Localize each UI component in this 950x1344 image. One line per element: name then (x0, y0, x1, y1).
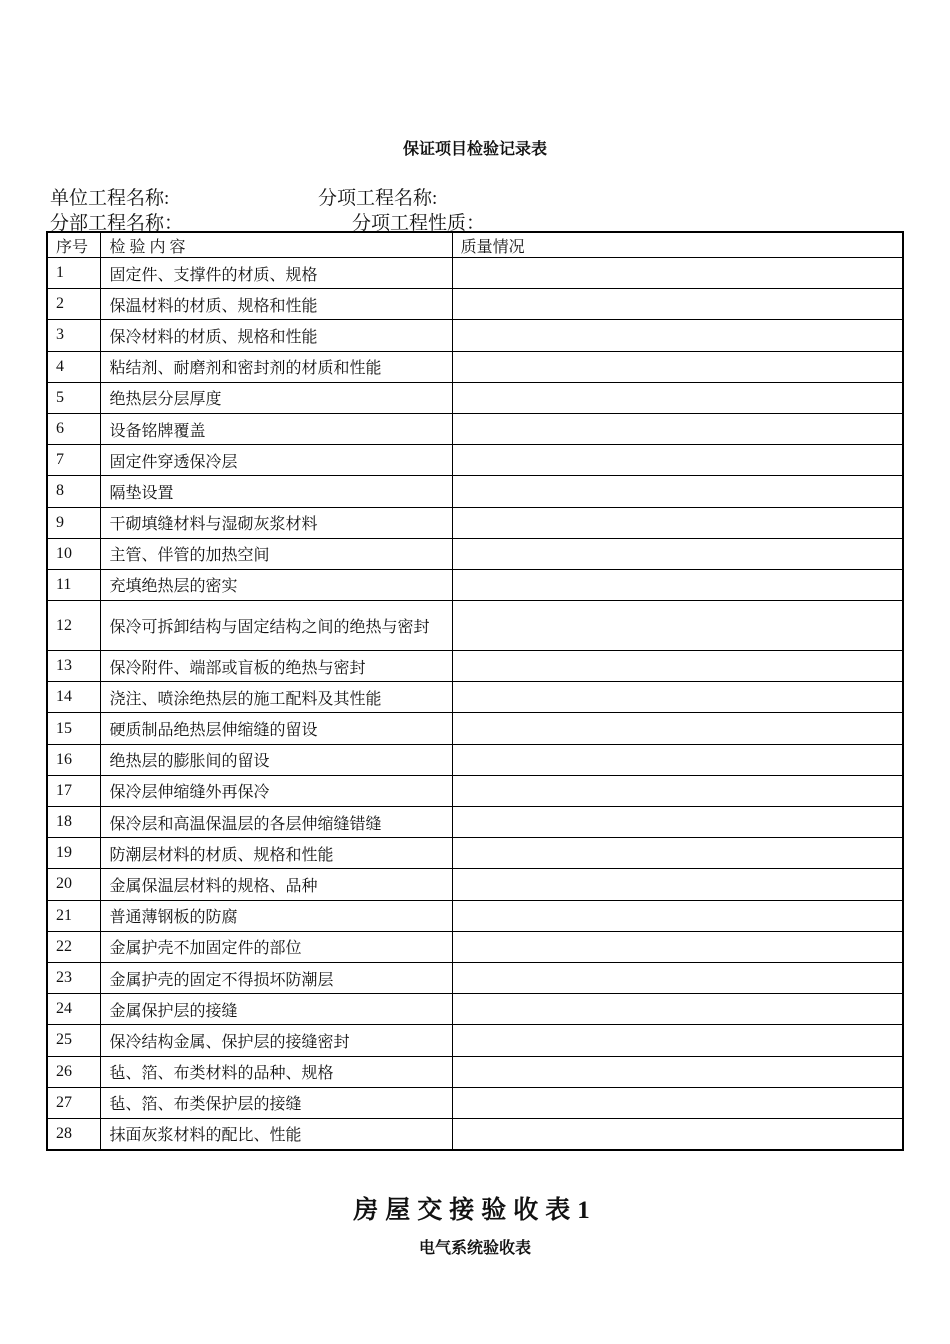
row-number: 4 (47, 351, 101, 382)
row-number: 18 (47, 807, 101, 838)
inspection-table (46, 231, 904, 1151)
inspection-item: 保冷层伸缩缝外再保冷 (101, 775, 452, 806)
row-number: 17 (47, 775, 101, 806)
table-header-row (47, 232, 903, 258)
row-number: 6 (47, 413, 101, 444)
quality-cell[interactable] (452, 445, 903, 476)
quality-cell[interactable] (452, 289, 903, 320)
quality-cell[interactable] (452, 962, 903, 993)
inspection-item: 固定件穿透保冷层 (101, 445, 452, 476)
inspection-item: 绝热层分层厚度 (101, 382, 452, 413)
row-number: 22 (47, 931, 101, 962)
section-subtitle: 电气系统验收表 (418, 1238, 531, 1257)
quality-cell[interactable] (452, 775, 903, 806)
table-row (47, 713, 903, 744)
quality-cell[interactable] (452, 1025, 903, 1056)
quality-cell[interactable] (452, 507, 903, 538)
table-row (47, 413, 903, 444)
row-number: 7 (47, 445, 101, 476)
quality-cell[interactable] (452, 931, 903, 962)
row-number: 23 (47, 962, 101, 993)
table-row (47, 994, 903, 1025)
inspection-item: 金属保温层材料的规格、品种 (101, 869, 452, 900)
row-number: 13 (47, 651, 101, 682)
header-content: 检 验 内 容 (101, 232, 452, 258)
inspection-item: 隔垫设置 (101, 476, 452, 507)
quality-cell[interactable] (452, 1118, 903, 1150)
inspection-item: 抹面灰浆材料的配比、性能 (101, 1118, 452, 1150)
row-number: 3 (47, 320, 101, 351)
quality-cell[interactable] (452, 838, 903, 869)
table-row (47, 838, 903, 869)
quality-cell[interactable] (452, 807, 903, 838)
table-row (47, 476, 903, 507)
quality-cell[interactable] (452, 538, 903, 569)
table-row (47, 538, 903, 569)
row-number: 5 (47, 382, 101, 413)
row-number: 11 (47, 569, 101, 600)
quality-cell[interactable] (452, 601, 903, 651)
quality-cell[interactable] (452, 713, 903, 744)
quality-cell[interactable] (452, 320, 903, 351)
section-title: 房屋交接验收表1 (353, 1197, 597, 1224)
table-row (47, 869, 903, 900)
table-row (47, 445, 903, 476)
quality-cell[interactable] (452, 476, 903, 507)
table-row (47, 258, 903, 289)
quality-cell[interactable] (452, 651, 903, 682)
inspection-item: 保温材料的材质、规格和性能 (101, 289, 452, 320)
table-row (47, 1087, 903, 1118)
table-row (47, 1118, 903, 1150)
inspection-item: 防潮层材料的材质、规格和性能 (101, 838, 452, 869)
header-no: 序号 (47, 232, 101, 258)
table-row (47, 351, 903, 382)
inspection-item: 金属护壳的固定不得损坏防潮层 (101, 962, 452, 993)
document-title: 保证项目检验记录表 (402, 139, 547, 158)
table-row (47, 507, 903, 538)
inspection-item: 浇注、喷涂绝热层的施工配料及其性能 (101, 682, 452, 713)
sub-item-project-label: 分项工程名称: (318, 188, 438, 209)
table-row (47, 1056, 903, 1087)
quality-cell[interactable] (452, 1087, 903, 1118)
inspection-item: 硬质制品绝热层伸缩缝的留设 (101, 713, 452, 744)
inspection-item: 设备铭牌覆盖 (101, 413, 452, 444)
row-number: 28 (47, 1118, 101, 1150)
row-number: 9 (47, 507, 101, 538)
row-number: 16 (47, 744, 101, 775)
inspection-item: 保冷材料的材质、规格和性能 (101, 320, 452, 351)
unit-project-label: 单位工程名称: (50, 188, 170, 209)
row-number: 19 (47, 838, 101, 869)
inspection-item: 金属护壳不加固定件的部位 (101, 931, 452, 962)
quality-cell[interactable] (452, 351, 903, 382)
inspection-item: 绝热层的膨胀间的留设 (101, 744, 452, 775)
table-row (47, 601, 903, 651)
row-number: 12 (47, 601, 101, 651)
inspection-table-body (47, 232, 903, 1150)
table-row (47, 962, 903, 993)
row-number: 25 (47, 1025, 101, 1056)
row-number: 15 (47, 713, 101, 744)
row-number: 24 (47, 994, 101, 1025)
quality-cell[interactable] (452, 1056, 903, 1087)
table-row (47, 1025, 903, 1056)
inspection-item: 干砌填缝材料与湿砌灰浆材料 (101, 507, 452, 538)
row-number: 10 (47, 538, 101, 569)
sub-item-nature-label: 分项工程性质： (352, 213, 486, 234)
inspection-item: 毡、箔、布类材料的品种、规格 (101, 1056, 452, 1087)
inspection-item: 金属保护层的接缝 (101, 994, 452, 1025)
division-project-label: 分部工程名称： (50, 213, 184, 234)
quality-cell[interactable] (452, 744, 903, 775)
quality-cell[interactable] (452, 382, 903, 413)
quality-cell[interactable] (452, 413, 903, 444)
row-number: 27 (47, 1087, 101, 1118)
inspection-item: 保冷附件、端部或盲板的绝热与密封 (101, 651, 452, 682)
quality-cell[interactable] (452, 258, 903, 289)
row-number: 14 (47, 682, 101, 713)
row-number: 8 (47, 476, 101, 507)
table-row (47, 931, 903, 962)
table-row (47, 651, 903, 682)
inspection-item: 粘结剂、耐磨剂和密封剂的材质和性能 (101, 351, 452, 382)
quality-cell[interactable] (452, 682, 903, 713)
quality-cell[interactable] (452, 569, 903, 600)
table-row (47, 569, 903, 600)
table-row (47, 289, 903, 320)
table-row (47, 900, 903, 931)
inspection-item: 普通薄钢板的防腐 (101, 900, 452, 931)
inspection-item: 充填绝热层的密实 (101, 569, 452, 600)
row-number: 20 (47, 869, 101, 900)
inspection-item: 保冷层和高温保温层的各层伸缩缝错缝 (101, 807, 452, 838)
inspection-item: 保冷可拆卸结构与固定结构之间的绝热与密封 (101, 601, 452, 651)
row-number: 26 (47, 1056, 101, 1087)
row-number: 21 (47, 900, 101, 931)
table-row (47, 744, 903, 775)
table-row (47, 775, 903, 806)
quality-cell[interactable] (452, 900, 903, 931)
table-row (47, 382, 903, 413)
table-row (47, 320, 903, 351)
row-number: 2 (47, 289, 101, 320)
table-row (47, 807, 903, 838)
quality-cell[interactable] (452, 869, 903, 900)
table-row (47, 682, 903, 713)
header-quality: 质量情况 (452, 232, 903, 258)
row-number: 1 (47, 258, 101, 289)
inspection-item: 毡、箔、布类保护层的接缝 (101, 1087, 452, 1118)
quality-cell[interactable] (452, 994, 903, 1025)
inspection-item: 主管、伴管的加热空间 (101, 538, 452, 569)
inspection-item: 固定件、支撑件的材质、规格 (101, 258, 452, 289)
inspection-item: 保冷结构金属、保护层的接缝密封 (101, 1025, 452, 1056)
